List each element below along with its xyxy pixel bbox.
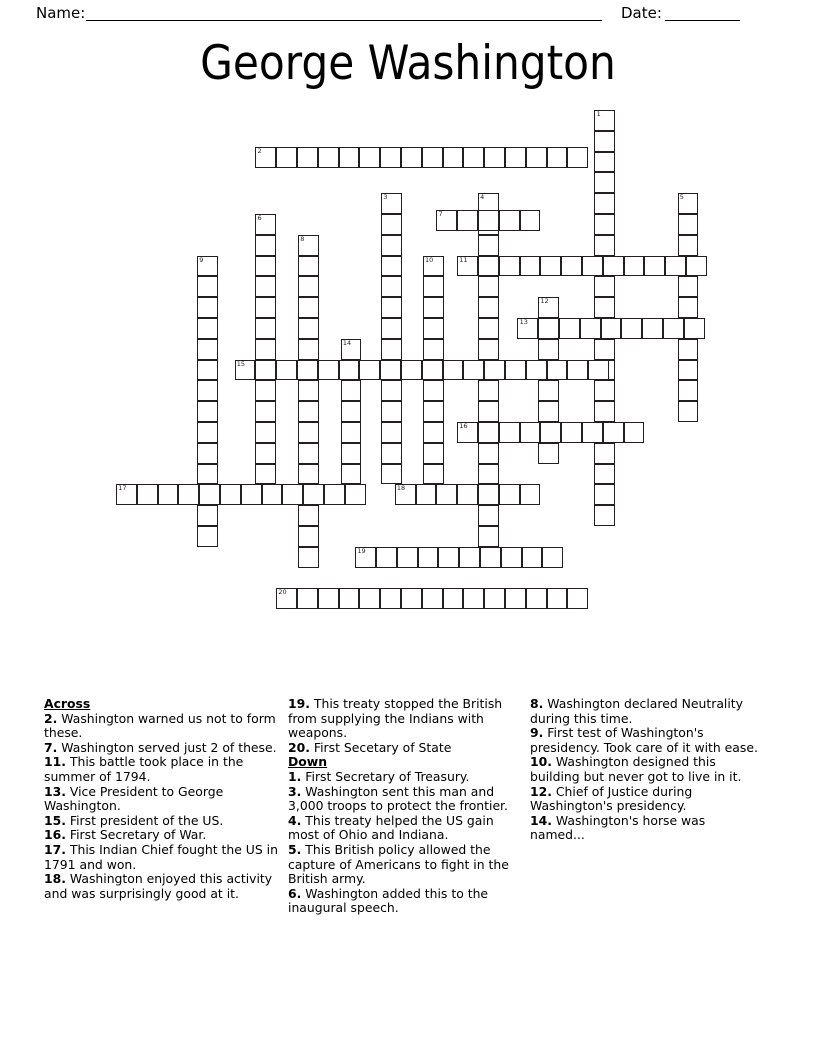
cell-number: 3 [383,193,388,202]
clue-number: 16. [44,827,66,843]
crossword-cell[interactable] [297,360,318,381]
down-heading: Down [288,754,328,770]
crossword-cell[interactable] [457,422,478,443]
crossword-cell[interactable] [684,318,705,339]
crossword-cell[interactable] [197,526,218,547]
crossword-cell[interactable] [436,210,457,231]
crossword-cell[interactable] [499,484,520,505]
crossword-cell[interactable] [339,147,360,168]
crossword-cell[interactable] [423,380,444,401]
crossword-cell[interactable] [422,360,443,381]
clue-down-14: 14. Washington's horse was named... [530,812,706,843]
crossword-cell[interactable] [438,547,459,568]
crossword-cell[interactable] [255,443,276,464]
crossword-cell[interactable] [457,484,478,505]
crossword-cell[interactable] [422,147,443,168]
crossword-cell[interactable] [594,505,615,526]
crossword-cell[interactable] [582,256,603,277]
crossword-cell[interactable] [298,235,319,256]
crossword-cell[interactable] [395,484,416,505]
crossword-cell[interactable] [499,422,520,443]
crossword-cell[interactable] [538,401,559,422]
crossword-cell[interactable] [324,484,345,505]
crossword-cell[interactable] [423,297,444,318]
crossword-cell[interactable] [459,547,480,568]
crossword-cell[interactable] [547,360,568,381]
crossword-cell[interactable] [197,318,218,339]
crossword-cell[interactable] [298,443,319,464]
cell-number: 6 [257,214,262,222]
crossword-cell[interactable] [526,588,547,609]
cell-number: 18 [396,484,406,493]
clue-down-1: 1. First Secretary of Treasury. [288,768,470,784]
crossword-cell[interactable] [603,422,624,443]
crossword-cell[interactable] [116,484,137,505]
clue-number: 15. [44,812,66,828]
crossword-cell[interactable] [262,484,283,505]
crossword-cell[interactable] [478,339,499,360]
crossword-cell[interactable] [255,464,276,485]
cell-number: 2 [257,147,262,156]
crossword-cell[interactable] [594,193,615,214]
crossword-cell[interactable] [298,547,319,568]
crossword-cell[interactable] [381,422,402,443]
clue-number: 14. [530,812,552,828]
crossword-cell[interactable] [282,484,303,505]
crossword-cell[interactable] [678,235,699,256]
clue-lists [0,697,816,997]
crossword-cell[interactable] [298,339,319,360]
crossword-cell[interactable] [567,360,588,381]
date-label: Date: [621,4,662,22]
clue-number: 2. [44,710,58,726]
crossword-cell[interactable] [582,422,603,443]
crossword-cell[interactable] [318,588,339,609]
crossword-cell[interactable] [499,210,520,231]
crossword-cell[interactable] [559,318,580,339]
crossword-cell[interactable] [423,256,444,277]
crossword-cell[interactable] [505,588,526,609]
clue-number: 3. [288,783,302,799]
crossword-cell[interactable] [478,401,499,422]
crossword-cell[interactable] [298,464,319,485]
crossword-cell[interactable] [547,588,568,609]
crossword-cell[interactable] [255,297,276,318]
clue-down-4: 4. This treaty helped the US gain most of Ohio and Indiana. [288,812,494,843]
cell-number: 19 [357,546,366,555]
crossword-cell[interactable] [401,360,422,381]
crossword-cell[interactable] [235,360,256,381]
clue-down-6: 6. Washington added this to the inaugural speech. [288,885,489,916]
crossword-cell[interactable] [339,588,360,609]
crossword-cell[interactable] [594,464,615,485]
crossword-cell[interactable] [197,339,218,360]
crossword-cell[interactable] [520,256,541,277]
crossword-cell[interactable] [561,256,582,277]
clue-number: 11. [44,754,66,770]
crossword-cell[interactable] [318,147,339,168]
crossword-cell[interactable] [341,422,362,443]
clue-number: 18. [44,871,66,887]
crossword-cell[interactable] [499,256,520,277]
clue-number: 5. [288,841,302,857]
crossword-cell[interactable] [678,193,699,214]
crossword-cell[interactable] [341,339,362,360]
crossword-cell[interactable] [298,422,319,443]
crossword-cell[interactable] [678,276,699,297]
crossword-cell[interactable] [594,214,615,235]
crossword-cell[interactable] [276,147,297,168]
crossword-cell[interactable] [197,276,218,297]
clue-across-11: 11. This battle took place in the summer of 1794. [44,754,244,784]
crossword-cell[interactable] [520,422,541,443]
crossword-cell[interactable] [220,484,241,505]
crossword-cell[interactable] [526,360,547,381]
crossword-cell[interactable] [255,214,276,235]
crossword-cell[interactable] [443,360,464,381]
crossword-cell[interactable] [478,380,499,401]
crossword-cell[interactable] [380,588,401,609]
crossword-cell[interactable] [663,318,684,339]
crossword-cell[interactable] [501,547,522,568]
clue-number: 4. [288,812,302,828]
crossword-cell[interactable] [381,193,402,214]
clue-across-13: 13. Vice President to George Washington. [44,783,224,814]
crossword-cell[interactable] [478,422,499,443]
crossword-cell[interactable] [298,505,319,526]
crossword-cell[interactable] [197,297,218,318]
crossword-cell[interactable] [484,360,505,381]
crossword-cell[interactable] [255,276,276,297]
crossword-cell[interactable] [505,360,526,381]
clue-column-middle [288,697,520,916]
crossword-cell[interactable] [594,110,615,131]
crossword-cell[interactable] [380,147,401,168]
crossword-cell[interactable] [197,360,218,381]
crossword-cell[interactable] [255,147,276,168]
cell-number: 9 [199,255,204,264]
crossword-cell[interactable] [594,235,615,256]
crossword-cell[interactable] [478,443,499,464]
crossword-cell[interactable] [478,526,499,547]
crossword-cell[interactable] [678,380,699,401]
crossword-cell[interactable] [197,256,218,277]
crossword-cell[interactable] [478,276,499,297]
crossword-cell[interactable] [484,147,505,168]
clue-number: 9. [530,725,544,741]
crossword-cell[interactable] [567,147,588,168]
crossword-cell[interactable] [457,256,478,277]
crossword-cell[interactable] [588,360,609,381]
crossword-cell[interactable] [478,210,499,231]
crossword-cell[interactable] [255,318,276,339]
crossword-cell[interactable] [423,339,444,360]
cell-number: 12 [540,297,549,306]
crossword-cell[interactable] [443,147,464,168]
crossword-cell[interactable] [178,484,199,505]
clue-across-18: 18. Washington enjoyed this activity and was surprisingly good at it. [44,871,273,901]
clue-across-16: 16. First Secretary of War. [44,827,207,843]
crossword-cell[interactable] [381,235,402,256]
crossword-cell[interactable] [594,401,615,422]
crossword-cell[interactable] [381,380,402,401]
cell-number: 8 [300,234,305,243]
crossword-cell[interactable] [505,147,526,168]
crossword-cell[interactable] [624,256,645,277]
cell-number: 20 [278,588,287,597]
cell-number: 7 [438,209,443,218]
crossword-cell[interactable] [480,547,501,568]
crossword-cell[interactable] [341,443,362,464]
crossword-cell[interactable] [255,422,276,443]
cell-number: 4 [480,193,485,202]
crossword-cell[interactable] [241,484,262,505]
crossword-cell[interactable] [594,484,615,505]
crossword-cell[interactable] [665,256,686,277]
crossword-cell[interactable] [603,256,624,277]
crossword-cell[interactable] [686,256,707,277]
crossword-cell[interactable] [297,588,318,609]
crossword-cell[interactable] [381,464,402,485]
crossword-cell[interactable] [255,401,276,422]
clue-number: 17. [44,841,66,857]
crossword-cell[interactable] [355,547,376,568]
crossword-cell[interactable] [594,443,615,464]
crossword-cell[interactable] [621,318,642,339]
crossword-cell[interactable] [678,360,699,381]
crossword-cell[interactable] [197,443,218,464]
crossword-cell[interactable] [297,147,318,168]
crossword-cell[interactable] [478,484,499,505]
clue-column-right [530,697,758,843]
clue-across-2: 2. Washington warned us not to form these. [44,710,276,741]
crossword-cell[interactable] [457,210,478,231]
crossword-cell[interactable] [298,401,319,422]
crossword-cell[interactable] [255,235,276,256]
crossword-cell[interactable] [422,588,443,609]
crossword-cell[interactable] [397,547,418,568]
crossword-cell[interactable] [276,360,297,381]
clue-down-10: 10. Washington designed this building but never got to live in it. [530,754,742,784]
crossword-cell[interactable] [339,360,360,381]
clue-across-19: 19. This treaty stopped the British from supplying the Indians with weapons. [288,696,503,741]
crossword-cell[interactable] [678,401,699,422]
crossword-cell[interactable] [381,214,402,235]
clue-number: 10. [530,754,552,770]
crossword-cell[interactable] [381,297,402,318]
crossword-cell[interactable] [359,360,380,381]
crossword-cell[interactable] [381,318,402,339]
crossword-cell[interactable] [401,147,422,168]
crossword-cell[interactable] [376,547,397,568]
crossword-cell[interactable] [478,505,499,526]
crossword-cell[interactable] [380,360,401,381]
clue-across-17: 17. This Indian Chief fought the US in 1791 and won. [44,841,278,872]
crossword-cell[interactable] [255,339,276,360]
cell-number: 17 [118,484,127,493]
crossword-cell[interactable] [318,360,339,381]
across-heading: Across [44,696,91,711]
crossword-cell[interactable] [298,256,319,277]
crossword-cell[interactable] [418,547,439,568]
crossword-cell[interactable] [197,422,218,443]
crossword-cell[interactable] [580,318,601,339]
page-title: George Washington [200,36,616,91]
crossword-cell[interactable] [540,422,561,443]
cell-number: 10 [424,255,434,264]
clue-down-12: 12. Chief of Justice during Washington's presidency. [530,783,693,814]
crossword-cell[interactable] [538,318,559,339]
crossword-cell[interactable] [538,339,559,360]
crossword-cell[interactable] [678,339,699,360]
crossword-cell[interactable] [478,318,499,339]
clue-number: 1. [288,768,302,784]
cell-number: 13 [519,318,528,326]
crossword-cell[interactable] [345,484,366,505]
crossword-cell[interactable] [381,256,402,277]
crossword-cell[interactable] [423,276,444,297]
crossword-cell[interactable] [303,484,324,505]
crossword-cell[interactable] [594,276,615,297]
crossword-cell[interactable] [644,256,665,277]
crossword-cell[interactable] [594,297,615,318]
crossword-cell[interactable] [381,276,402,297]
clue-number: 8. [530,696,544,711]
clue-number: 7. [44,739,58,755]
clue-number: 13. [44,783,66,799]
crossword-cell[interactable] [542,547,563,568]
crossword-cell[interactable] [463,147,484,168]
crossword-cell[interactable] [199,484,220,505]
crossword-cell[interactable] [478,464,499,485]
cell-number: 1 [596,110,601,118]
clue-across-15: 15. First president of the US. [44,812,224,828]
crossword-cell[interactable] [298,318,319,339]
crossword-cell[interactable] [298,380,319,401]
crossword-cell[interactable] [381,339,402,360]
crossword-cell[interactable] [594,131,615,152]
clue-number: 19. [288,696,310,711]
crossword-cell[interactable] [423,443,444,464]
crossword-cell[interactable] [478,297,499,318]
crossword-cell[interactable] [443,588,464,609]
clue-down-9: 9. First test of Washington's presidency. Took care of it with ease. [530,725,758,755]
crossword-cell[interactable] [538,443,559,464]
crossword-cell[interactable] [137,484,158,505]
crossword-cell[interactable] [197,464,218,485]
crossword-cell[interactable] [642,318,663,339]
crossword-cell[interactable] [255,360,276,381]
crossword-cell[interactable] [197,401,218,422]
clue-down-3: 3. Washington sent this man and 3,000 troops to protect the frontier. [288,783,508,814]
crossword-cell[interactable] [601,318,622,339]
crossword-cell[interactable] [484,588,505,609]
cell-number: 5 [679,193,684,202]
crossword-cell[interactable] [478,256,499,277]
crossword-cell[interactable] [255,380,276,401]
crossword-cell[interactable] [678,214,699,235]
crossword-cell[interactable] [197,505,218,526]
crossword-cell[interactable] [298,526,319,547]
crossword-cell[interactable] [561,422,582,443]
crossword-cell[interactable] [463,588,484,609]
crossword-cell[interactable] [341,464,362,485]
crossword-cell[interactable] [478,235,499,256]
crossword-cell[interactable] [423,401,444,422]
clue-column-left [44,697,279,901]
crossword-cell[interactable] [436,484,457,505]
clue-down-8: 8. Washington declared Neutrality during this time. [530,696,743,726]
crossword-cell[interactable] [678,297,699,318]
cell-number: 15 [236,359,246,368]
crossword-cell[interactable] [547,147,568,168]
name-label: Name: [36,4,86,22]
crossword-cell[interactable] [522,547,543,568]
crossword-cell[interactable] [359,588,380,609]
crossword-cell[interactable] [520,210,541,231]
crossword-cell[interactable] [624,422,645,443]
crossword-cell[interactable] [594,339,615,360]
crossword-cell[interactable] [158,484,179,505]
crossword-cell[interactable] [255,256,276,277]
crossword-cell[interactable] [520,484,541,505]
cell-number: 11 [459,255,468,264]
clue-across-7: 7. Washington served just 2 of these. [44,739,277,755]
crossword-cell[interactable] [381,401,402,422]
clue-number: 12. [530,783,552,799]
crossword-cell[interactable] [359,147,380,168]
crossword-cell[interactable] [276,588,297,609]
crossword-cell[interactable] [423,318,444,339]
crossword-cell[interactable] [463,360,484,381]
crossword-cell[interactable] [538,297,559,318]
clue-down-5: 5. This British policy allowed the capture of Americans to fight in the British army. [288,841,509,887]
crossword-cell[interactable] [517,318,538,339]
cell-number: 14 [342,338,352,347]
crossword-cell[interactable] [423,464,444,485]
crossword-cell[interactable] [594,152,615,173]
crossword-cell[interactable] [341,380,362,401]
crossword-cell[interactable] [567,588,588,609]
crossword-cell[interactable] [298,276,319,297]
crossword-cell[interactable] [298,297,319,318]
crossword-cell[interactable] [526,147,547,168]
crossword-cell[interactable] [423,422,444,443]
crossword-cell[interactable] [416,484,437,505]
clue-number: 20. [288,739,310,755]
crossword-cell[interactable] [594,172,615,193]
crossword-cell[interactable] [341,401,362,422]
crossword-cell[interactable] [381,443,402,464]
crossword-cell[interactable] [401,588,422,609]
cell-number: 16 [459,422,468,430]
crossword-cell[interactable] [197,380,218,401]
clue-number: 6. [288,885,302,901]
crossword-cell[interactable] [594,380,615,401]
crossword-cell[interactable] [540,256,561,277]
clue-across-20: 20. First Secetary of State [288,739,452,755]
crossword-cell[interactable] [538,380,559,401]
